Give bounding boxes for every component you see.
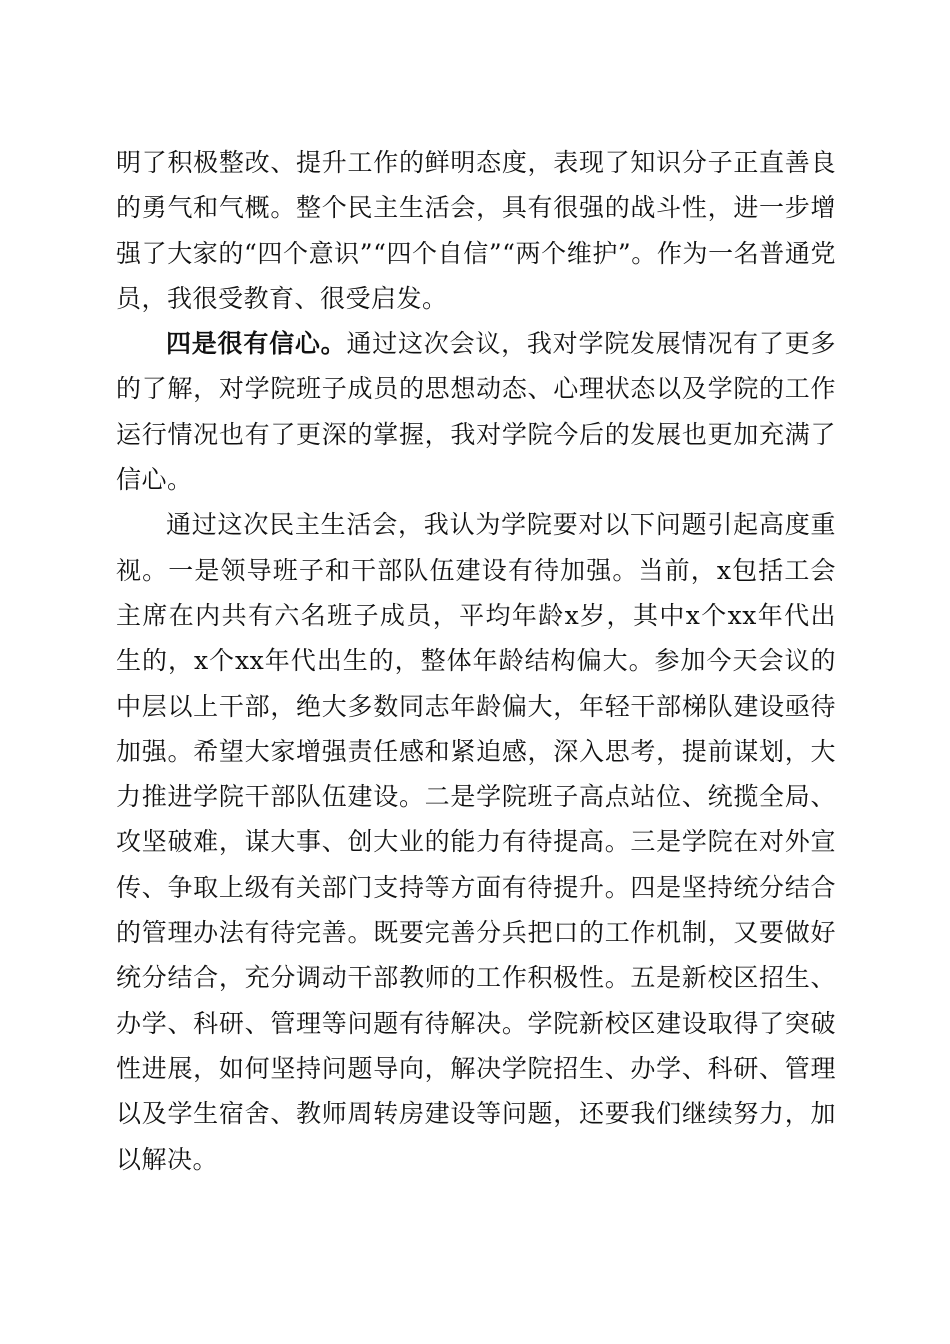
paragraph-body-text: 通过这次会议，我对学院发展情况有了更多的了解，对学院班子成员的思想动态、心理状态以及学院的工作运行情况也有了更深的掌握，我对学院今后的发展也更加充满了信心。 <box>116 329 836 495</box>
paragraph-lead-heading: 四是很有信心。 <box>166 329 347 359</box>
paragraph-issues: 通过这次民主生活会，我认为学院要对以下问题引起高度重视。一是领导班子和干部队伍建设有待加强。当前，x包括工会主席在内共有六名班子成员，平均年龄x岁，其中x个xx年代出生的，x个xx年代出生的，整体年龄结构偏大。参加今天会议的中层以上干部，绝大多数同志年龄偏大，年轻干部梯队建设亟待加强。希望大家增强责任感和紧迫感，深入思考，提前谋划，大力推进学院干部队伍建设。二是学院班子高点站位、统揽全局、攻坚破难，谋大事、创大业的能力有待提高。三是学院在对外宣传、争取上级有关部门支持等方面有待提升。四是坚持统分结合的管理办法有待完善。既要完善分兵把口的工作机制，又要做好统分结合，充分调动干部教师的工作积极性。五是新校区招生、办学、科研、管理等问题有待解决。学院新校区建设取得了突破性进展，如何坚持问题导向，解决学院招生、办学、科研、管理以及学生宿舍、教师周转房建设等问题，还要我们继续努力，加以解决。 <box>116 510 836 1174</box>
document-body <box>116 140 836 1182</box>
paragraph-confidence <box>116 321 836 502</box>
paragraph-continuation: 明了积极整改、提升工作的鲜明态度，表现了知识分子正直善良的勇气和气概。整个民主生活会，具有很强的战斗性，进一步增强了大家的“四个意识”“四个自信”“两个维护”。作为一名普通党员，我很受教育、很受启发。 <box>116 148 836 313</box>
